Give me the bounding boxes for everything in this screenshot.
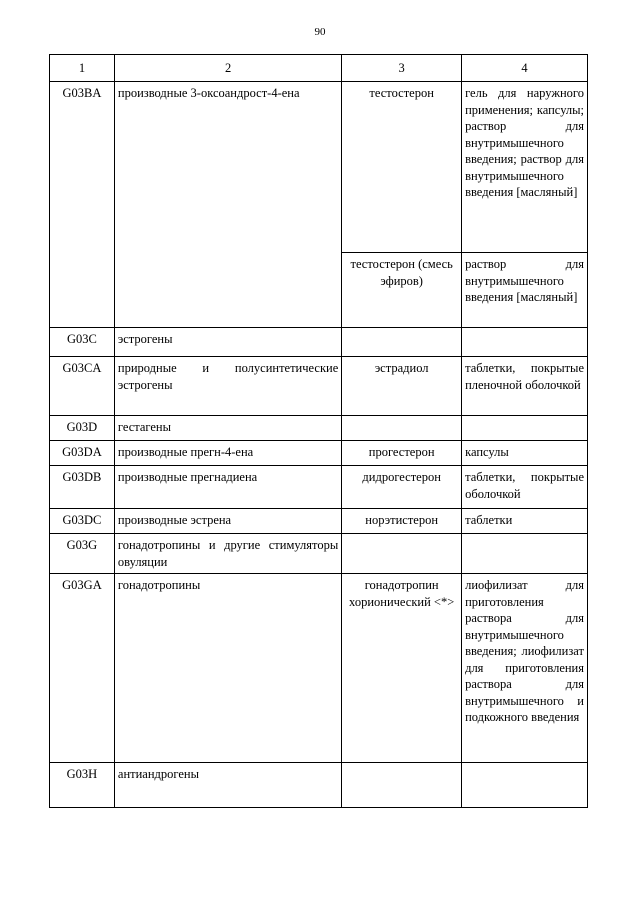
group-name-cell [114, 82, 341, 328]
atc-code-cell [50, 441, 115, 466]
atc-code-cell [50, 466, 115, 509]
table-header-row [50, 55, 588, 82]
group-name-cell [114, 509, 341, 534]
header-cell-2: 2 [114, 55, 341, 82]
group-name: эстрогены [117, 332, 173, 346]
dosage-form-cell [462, 534, 588, 574]
group-name: гонадотропины [117, 578, 201, 592]
table-row [50, 416, 588, 441]
drug-name-cell [342, 466, 462, 509]
atc-code: G03D [66, 420, 98, 434]
header-cell-4: 4 [462, 55, 588, 82]
atc-code: G03CA [62, 361, 102, 375]
dosage-form: капсулы [465, 445, 509, 459]
drug-name: тестостерон [369, 86, 434, 100]
group-name: производные эстрена [117, 513, 232, 527]
atc-code-cell [50, 509, 115, 534]
drug-name: норэтистерон [365, 513, 439, 527]
group-name: гонадотропины и другие стимуляторы овуляции [117, 538, 339, 569]
atc-code: G03BA [62, 86, 102, 100]
group-name-cell [114, 763, 341, 808]
group-name-cell [114, 534, 341, 574]
dosage-form-cell [462, 574, 588, 763]
table-row [50, 357, 588, 416]
page-number: 90 [314, 26, 326, 38]
medication-table [49, 54, 588, 808]
atc-code-cell [50, 328, 115, 357]
group-name: гестагены [117, 420, 172, 434]
atc-code: G03DC [62, 513, 102, 527]
drug-name-cell [342, 416, 462, 441]
header-cell-1: 1 [50, 55, 115, 82]
atc-code: G03DB [62, 470, 102, 484]
drug-name-cell [342, 357, 462, 416]
table-row [50, 466, 588, 509]
dosage-form-cell [462, 466, 588, 509]
drug-name: дидрогестерон [362, 470, 441, 484]
dosage-form: раствор для внутримышечного введения [масляный] [465, 257, 584, 304]
drug-name-cell [342, 82, 462, 253]
drug-name-cell [342, 253, 462, 328]
dosage-form: таблетки, покрытые пленочной оболочкой [465, 361, 584, 392]
dosage-form: таблетки, покрытые оболочкой [465, 470, 584, 501]
drug-name: прогестерон [368, 445, 435, 459]
table-row [50, 763, 588, 808]
drug-name: гонадотропин хорионический <*> [349, 578, 455, 609]
group-name-cell [114, 416, 341, 441]
header-cell-3: 3 [342, 55, 462, 82]
dosage-form-cell [462, 357, 588, 416]
atc-code: G03GA [62, 578, 102, 592]
group-name-cell [114, 466, 341, 509]
table-row [50, 509, 588, 534]
table-row [50, 82, 588, 253]
drug-name-cell [342, 509, 462, 534]
drug-name-cell [342, 534, 462, 574]
drug-name: тестостерон (смесь эфиров) [350, 257, 453, 288]
atc-code-cell [50, 357, 115, 416]
dosage-form-cell [462, 82, 588, 253]
table-row [50, 574, 588, 763]
dosage-form: таблетки [465, 513, 513, 527]
group-name-cell [114, 357, 341, 416]
drug-name-cell [342, 441, 462, 466]
dosage-form-cell [462, 763, 588, 808]
atc-code-cell [50, 416, 115, 441]
atc-code-cell [50, 574, 115, 763]
atc-code-cell [50, 534, 115, 574]
dosage-form-cell [462, 328, 588, 357]
dosage-form: гель для наружного применения; капсулы; раствор для внутримышечного введения; раствор для внутримышечного введения [масляный] [465, 86, 584, 199]
table-row [50, 534, 588, 574]
dosage-form-cell [462, 441, 588, 466]
group-name: производные прегн-4-ена [117, 445, 254, 459]
group-name-cell [114, 328, 341, 357]
atc-code-cell [50, 763, 115, 808]
drug-name-cell [342, 328, 462, 357]
group-name-cell [114, 574, 341, 763]
group-name: производные 3-оксоандрост-4-ена [117, 86, 300, 100]
atc-code-cell [50, 82, 115, 328]
atc-code: G03C [67, 332, 97, 346]
group-name: производные прегнадиена [117, 470, 258, 484]
atc-code: G03G [66, 538, 98, 552]
group-name: природные и полусинтетические эстрогены [117, 361, 339, 392]
drug-name-cell [342, 574, 462, 763]
group-name: антиандрогены [117, 767, 199, 781]
table-row [50, 441, 588, 466]
group-name-cell [114, 441, 341, 466]
atc-code: G03DA [62, 445, 102, 459]
table-row [50, 328, 588, 357]
dosage-form-cell [462, 509, 588, 534]
drug-name-cell [342, 763, 462, 808]
dosage-form: лиофилизат для приготовления раствора для внутримышечного введения; лиофилизат для приготовления раствора для внутримышечного и подкожного введения [465, 578, 584, 724]
atc-code: G03H [66, 767, 98, 781]
drug-name: эстрадиол [374, 361, 429, 375]
dosage-form-cell [462, 253, 588, 328]
dosage-form-cell [462, 416, 588, 441]
